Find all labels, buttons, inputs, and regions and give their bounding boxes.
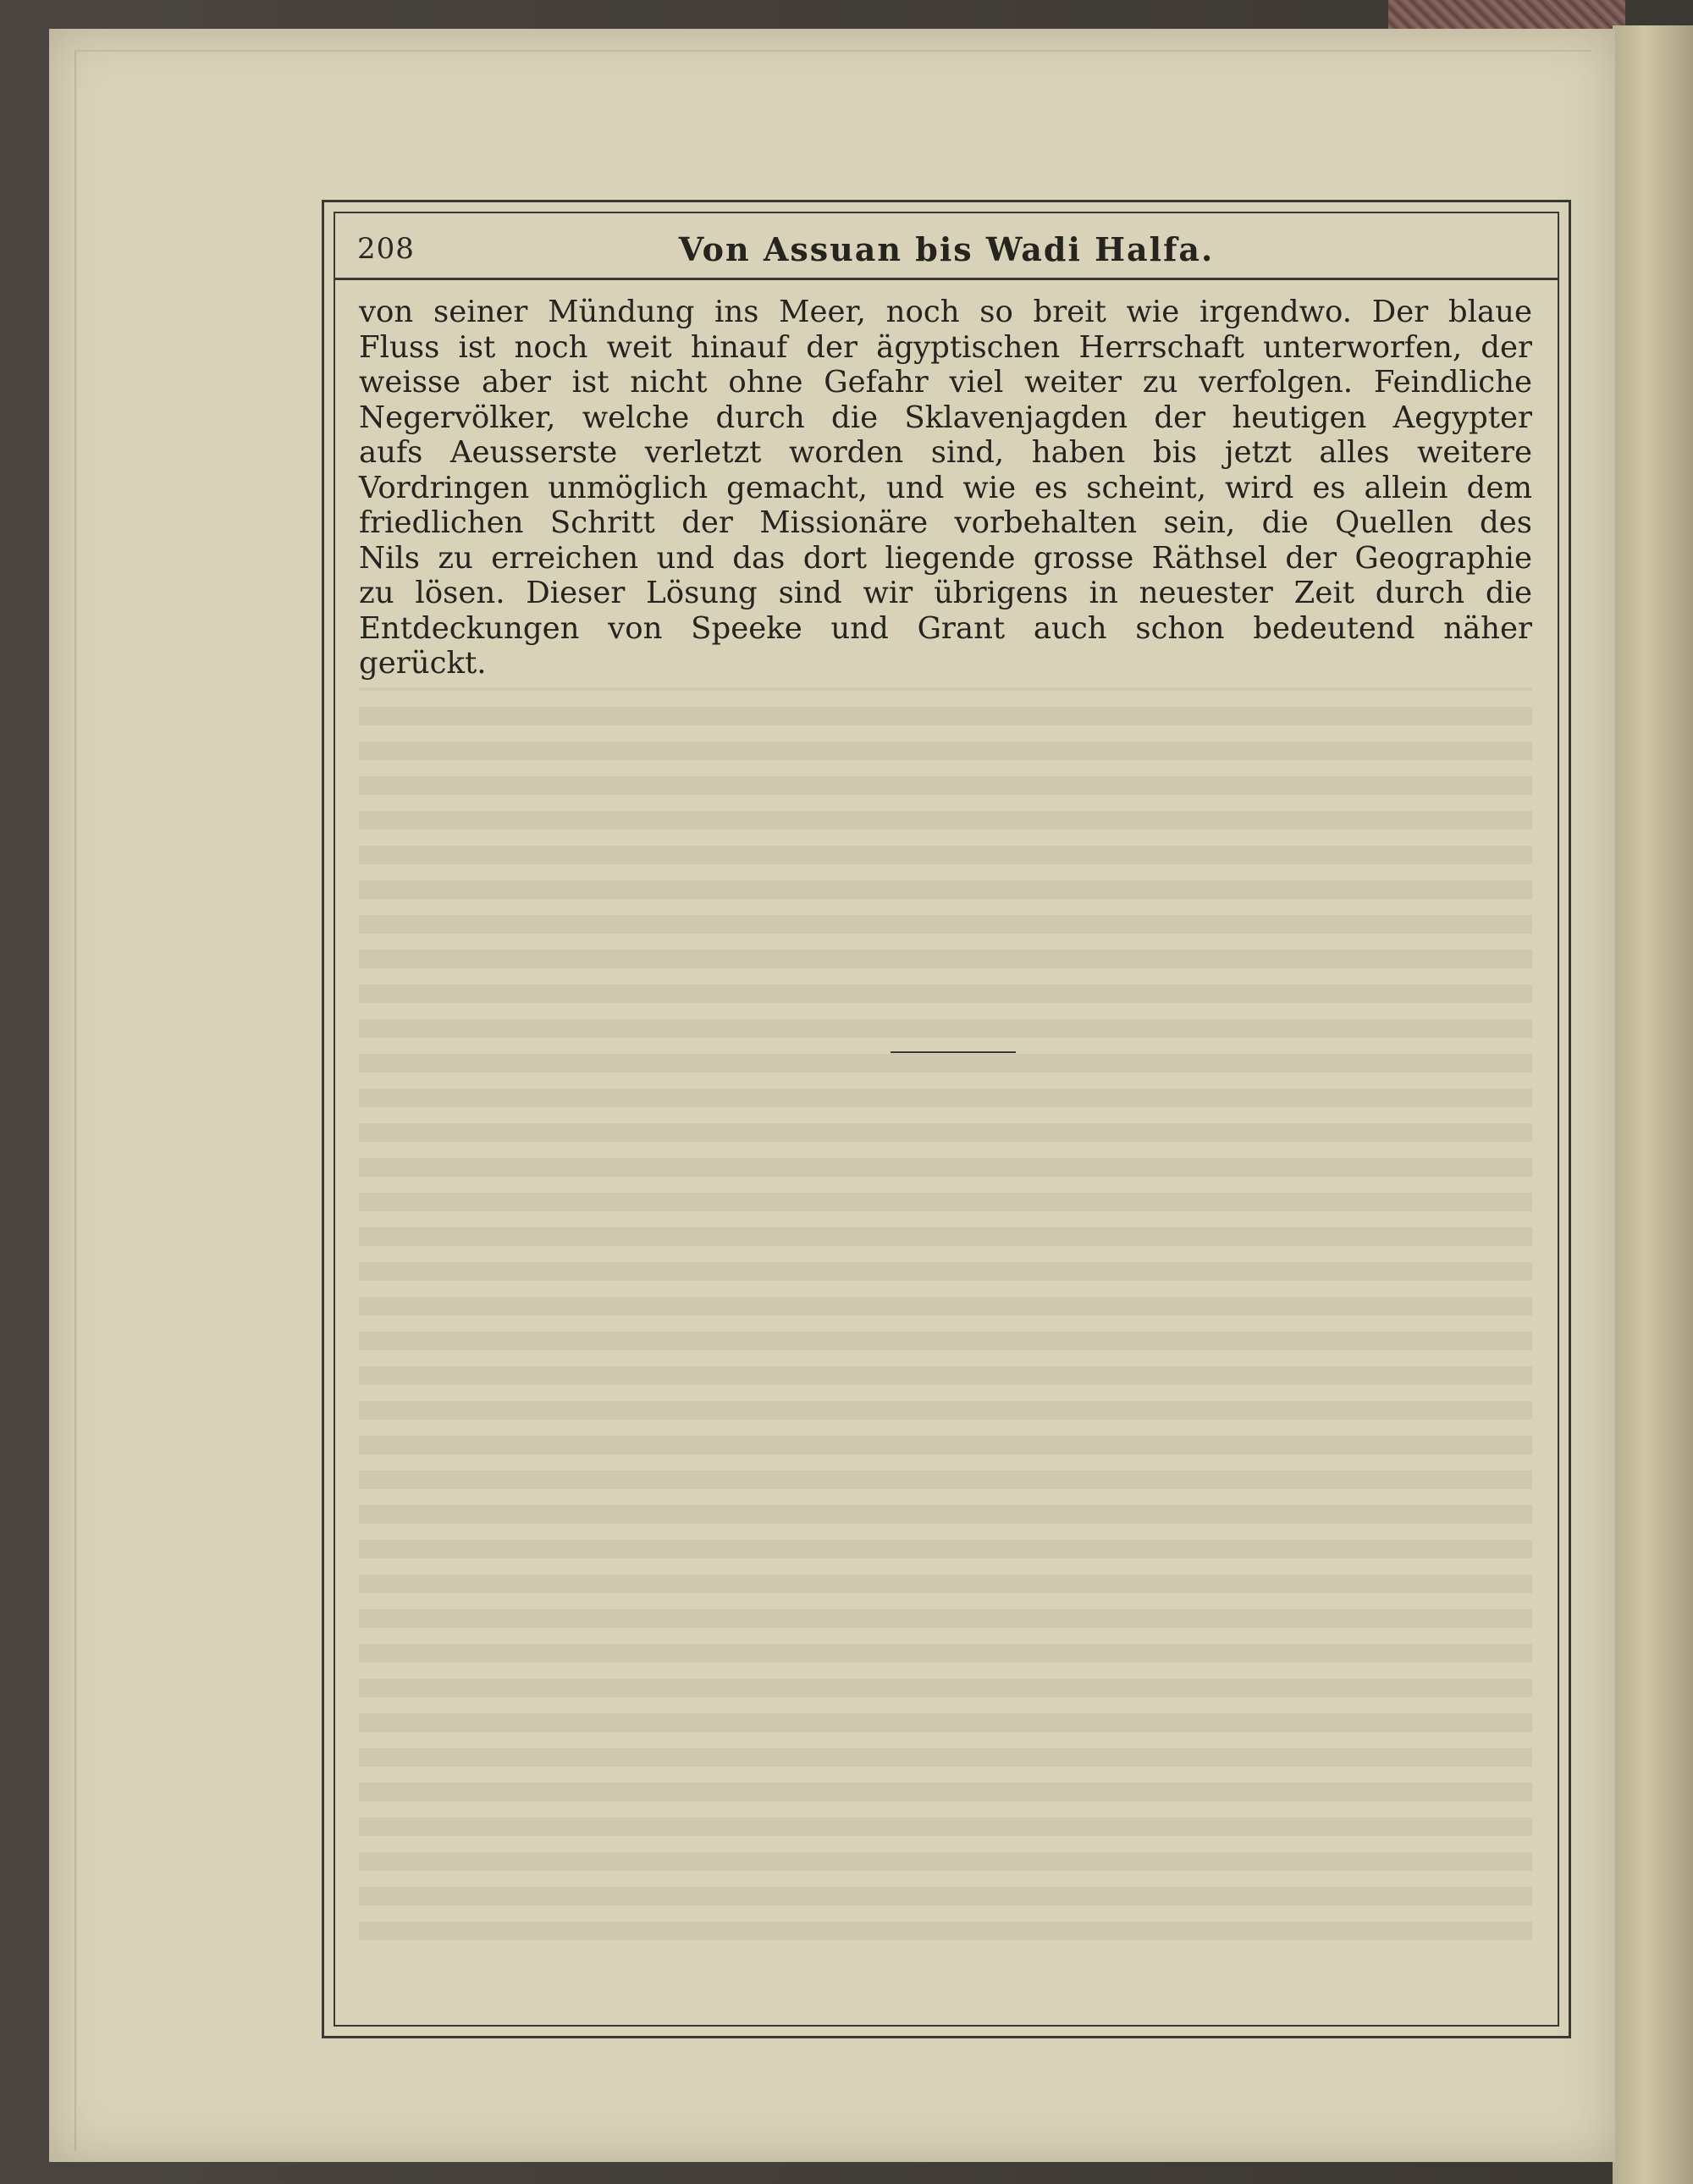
show-through-text — [359, 687, 1532, 1940]
page-number: 208 — [357, 232, 415, 266]
page-edge-strip — [1613, 25, 1693, 2184]
running-header — [335, 213, 1558, 280]
text-line: Fluss ist noch weit hinauf der ägyptischen Herrschaft unterworfen, der — [359, 329, 1532, 365]
text-frame-inner — [334, 212, 1559, 2027]
running-title: Von Assuan bis Wadi Halfa. — [678, 230, 1215, 268]
text-line: von seiner Mündung ins Meer, noch so breit wie irgendwo. Der blaue — [359, 295, 1532, 329]
book-page — [49, 29, 1615, 2162]
text-line: aufs Aeusserste verletzt worden sind, haben bis jetzt alles weitere — [359, 435, 1532, 470]
text-frame-outer — [322, 200, 1571, 2038]
text-line: zu lösen. Dieser Lösung sind wir übrigens in neuester Zeit durch die — [359, 576, 1532, 610]
section-end-rule — [891, 1051, 1016, 1053]
text-line: weisse aber ist nicht ohne Gefahr viel weiter zu verfolgen. Feindliche — [359, 365, 1532, 400]
text-line: Entdeckungen von Speeke und Grant auch schon bedeutend näher — [359, 610, 1532, 646]
text-line: Nils zu erreichen und das dort liegende grosse Räthsel der Geographie — [359, 540, 1532, 576]
text-line: Negervölker, welche durch die Sklavenjagden der heutigen Aegypter — [359, 400, 1532, 435]
text-line: Vordringen unmöglich gemacht, und wie es scheint, wird es allein dem — [359, 470, 1532, 505]
text-line: friedlichen Schritt der Missionäre vorbehalten sein, die Quellen des — [359, 505, 1532, 540]
body-paragraph — [359, 295, 1532, 681]
text-line: gerückt. — [359, 646, 487, 681]
